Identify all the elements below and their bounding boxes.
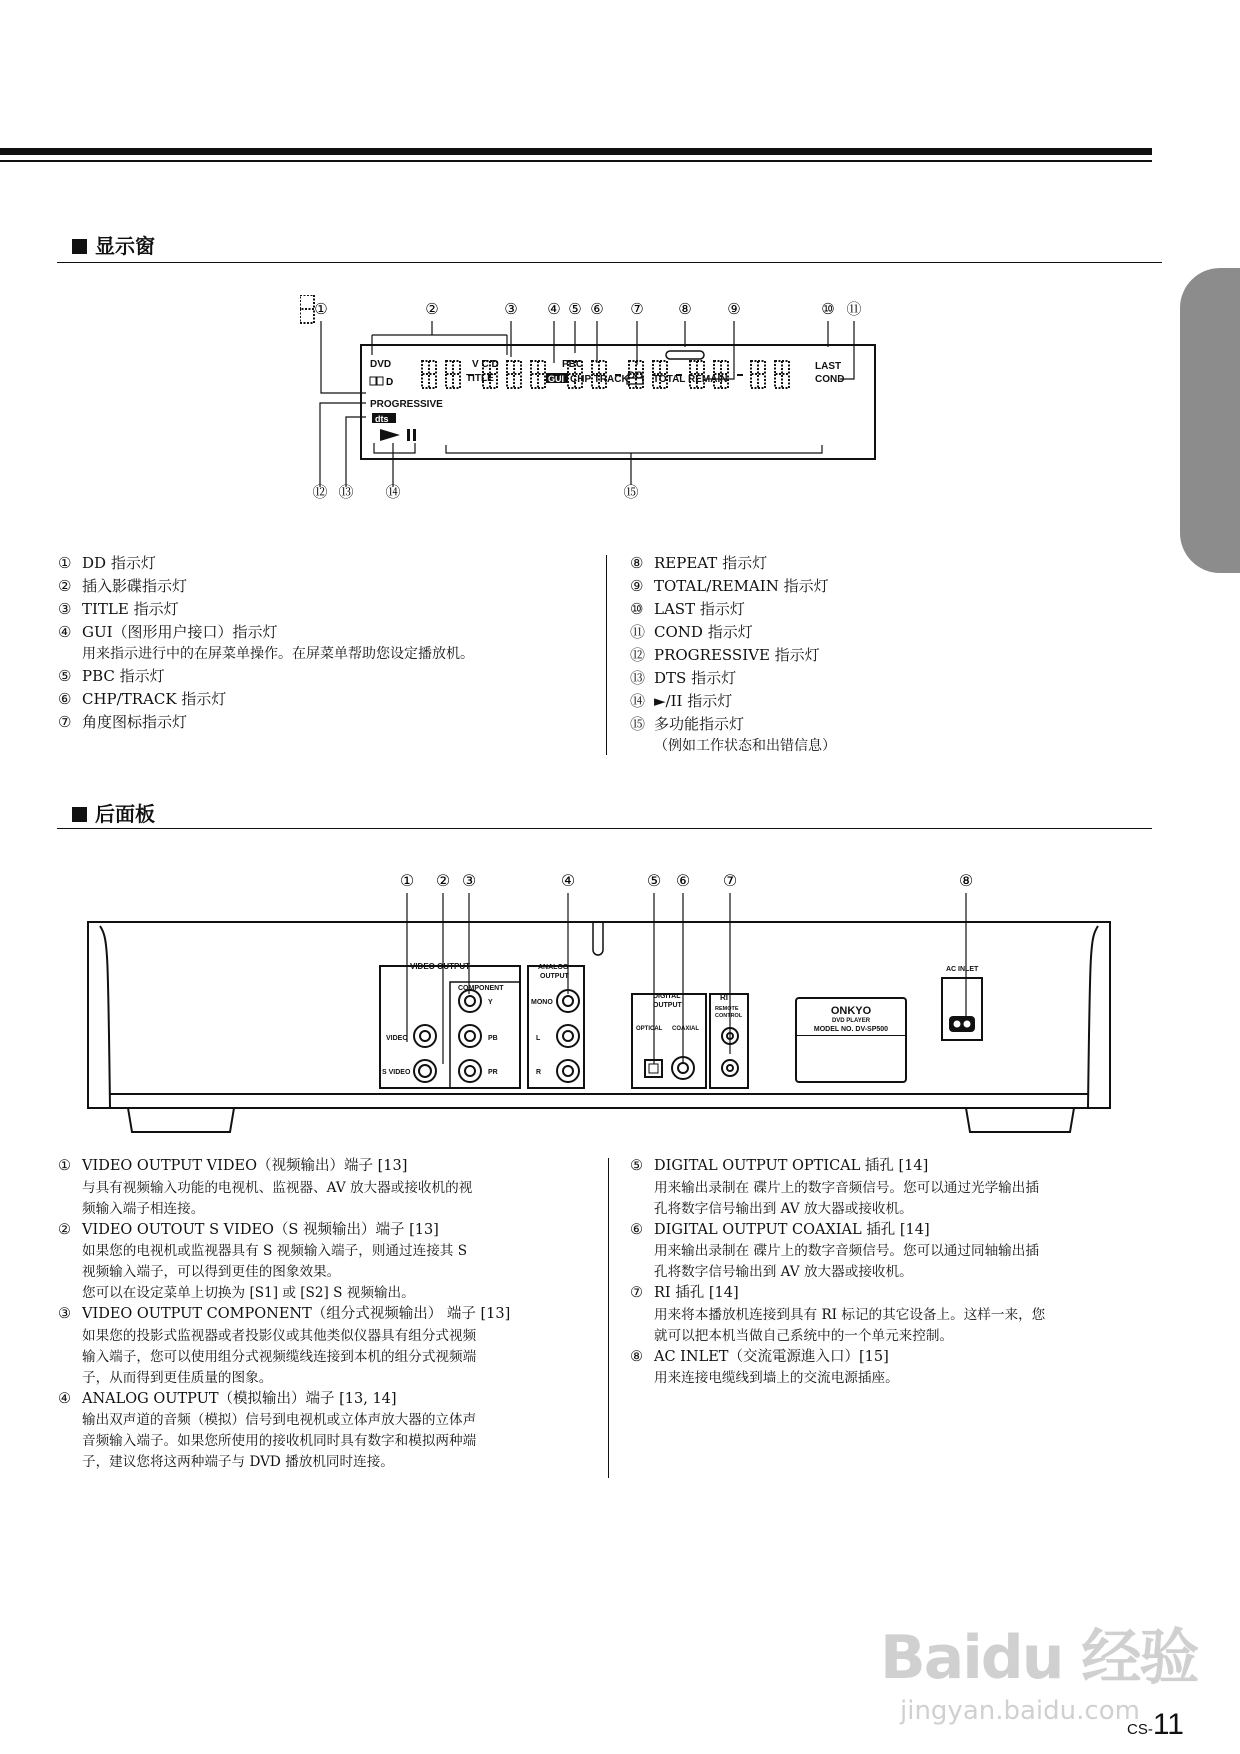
product-label: DVD PLAYER (831, 1018, 871, 1024)
callout-14: ⑭ (385, 483, 401, 501)
plate-inner-line (796, 1035, 906, 1036)
legend-text: VIDEO OUTPUT VIDEO（视频输出）端子 [13] (82, 1158, 408, 1174)
legend-description: （例如工作状态和出错信息） (654, 738, 836, 754)
legend-description: 如果您的电视机或监视器具有 S 视频输入端子，则通过连接其 S (82, 1243, 468, 1259)
legend-number: ④ (58, 623, 72, 641)
callout-15: ⑮ (623, 483, 639, 501)
legend-description: 输出双声道的音频（模拟）信号到电视机或立体声放大器的立体声 (82, 1412, 477, 1428)
callout-4: ④ (547, 300, 561, 318)
callout-13: ⑬ (338, 483, 354, 501)
remote-label: REMOTE (715, 1006, 739, 1012)
legend-text: DIGITAL OUTPUT COAXIAL 插孔 [14] (654, 1221, 930, 1238)
analog-label-2: OUTPUT (540, 973, 569, 980)
legend-item (58, 688, 474, 711)
legend-number: ⑧ (630, 554, 644, 572)
legend-text: TOTAL/REMAIN 指示灯 (654, 577, 829, 595)
legend-item (58, 552, 474, 575)
section-rule (57, 262, 1162, 263)
top-rule-thin (0, 160, 1152, 162)
callout-6: ⑥ (590, 300, 604, 318)
pb-label: PB (488, 1035, 498, 1042)
legend-number: ⑨ (630, 577, 644, 595)
multi-function-digits (300, 295, 314, 323)
mono-label: MONO (531, 999, 553, 1006)
callout-11: ⑪ (846, 300, 862, 318)
page-number: CS-11 (1127, 1708, 1184, 1741)
chassis (88, 922, 1110, 1108)
rear-legend-right (630, 1156, 1045, 1389)
gui-indicator: GUI (548, 374, 565, 384)
legend-number: ① (58, 1158, 71, 1174)
seven-segment-digit (775, 361, 789, 388)
chp-track-indicator: CHP TRACK (570, 374, 629, 385)
rear-callout-1: ① (399, 871, 415, 890)
legend-description: 用来连接电缆线到墙上的交流电源插座。 (654, 1370, 899, 1386)
legend-item (630, 1156, 1045, 1178)
y-jack (459, 990, 481, 1012)
side-tab (1180, 268, 1240, 573)
legend-description: 就可以把本机当做自己系统中的一个单元来控制。 (654, 1327, 954, 1344)
legend-number: ⑧ (630, 1348, 643, 1365)
legend-description: 孔将数字信号输出到 AV 放大器或接收机。 (654, 1264, 913, 1280)
pr-label: PR (488, 1069, 498, 1076)
legend-item (58, 1389, 510, 1411)
model-label: MODEL NO. DV-SP500 (813, 1026, 889, 1033)
component-label: COMPONENT (458, 985, 504, 992)
legend-number: ① (58, 554, 72, 572)
callout-8: ⑧ (678, 300, 692, 318)
pbc-indicator: PBC (562, 359, 584, 370)
legend-text: PBC 指示灯 (82, 667, 165, 685)
brand-logo: ONKYO (830, 1005, 872, 1017)
rear-callout-3: ③ (461, 871, 477, 890)
legend-number: ④ (58, 1390, 71, 1407)
legend-text: 角度图标指示灯 (82, 713, 188, 731)
pb-jack (459, 1025, 481, 1047)
rear-callout-5: ⑤ (646, 871, 662, 890)
legend-description: 用来将本播放机连接到具有 RI 标记的其它设备上。这样一来，您 (654, 1306, 1046, 1323)
legend-number: ② (58, 577, 72, 595)
seven-segment-digit (422, 361, 436, 388)
legend-description: 您可以在设定菜单上切换为 [S1] 或 [S2] S 视频输出。 (82, 1285, 415, 1301)
legend-text: VIDEO OUTOUT S VIDEO（S 视频输出）端子 [13] (82, 1221, 439, 1238)
rear-panel-diagram (80, 868, 1120, 1138)
title-indicator: TITLE (466, 373, 494, 384)
legend-number: ③ (58, 600, 72, 618)
legend-number: ⑥ (630, 1221, 643, 1238)
callout-12: ⑫ (312, 483, 328, 501)
legend-text: DD 指示灯 (82, 554, 156, 572)
legend-number: ② (58, 1221, 71, 1238)
legend-item (58, 575, 474, 598)
repeat-icon (666, 351, 704, 359)
legend-description: 用来输出录制在 碟片上的数字音频信号。您可以通过光学输出插 (654, 1179, 1039, 1196)
legend-item (58, 1304, 510, 1326)
legend-number: ⑭ (630, 692, 646, 710)
svg-text:D: D (386, 377, 394, 388)
rear-section-title: 后面板 (72, 798, 155, 827)
legend-description: 音频输入端子。如果您所使用的接收机同时具有数字和模拟两种端 (82, 1433, 477, 1449)
legend-item (58, 598, 474, 621)
legend-item (630, 1283, 1045, 1305)
display-window-diagram (300, 295, 880, 505)
legend-text: DIGITAL OUTPUT OPTICAL 插孔 [14] (654, 1158, 929, 1174)
legend-item (630, 598, 836, 621)
dolby-d-icon (370, 377, 393, 388)
rear-callout-2: ② (435, 871, 451, 890)
legend-text: DTS 指示灯 (654, 669, 737, 687)
ri-jack-2 (722, 1060, 738, 1076)
ri-label: RI (720, 993, 728, 1002)
ac-inlet-label: AC INLET (946, 966, 979, 973)
callout-9: ⑨ (727, 300, 741, 318)
total-remain-indicator: TOTAL REMAIN (653, 374, 728, 385)
callout-7: ⑦ (630, 300, 644, 318)
legend-item (630, 1347, 1045, 1369)
optical-label: OPTICAL (636, 1026, 663, 1032)
legend-description: 如果您的投影式监视器或者投影仪或其他类似仪器具有组分式视频 (82, 1327, 477, 1344)
display-legend-left (58, 552, 474, 734)
progressive-indicator: PROGRESSIVE (370, 399, 443, 410)
legend-description: 孔将数字信号输出到 AV 放大器或接收机。 (654, 1200, 913, 1217)
legend-text: GUI（图形用户接口）指示灯 (82, 623, 278, 641)
play-icon (380, 429, 400, 441)
control-label: CONTROL (715, 1013, 743, 1019)
video-jack (414, 1025, 436, 1047)
s-video-label: S VIDEO (382, 1069, 411, 1076)
legend-item (630, 1220, 1045, 1242)
legend-item (58, 711, 474, 734)
callout-3: ③ (504, 300, 518, 318)
coaxial-label: COAXIAL (672, 1026, 699, 1032)
legend-number: ⑦ (630, 1285, 643, 1301)
notch (593, 922, 603, 955)
last-indicator: LAST (815, 361, 842, 372)
foot-right (966, 1108, 1074, 1132)
rear-callout-4: ④ (560, 871, 576, 890)
legend-number: ⑦ (58, 713, 72, 731)
rear-callout-6: ⑥ (675, 871, 691, 890)
dvd-indicator: DVD (370, 359, 392, 370)
legend-item (630, 644, 836, 667)
r-label: R (536, 1069, 542, 1076)
rear-legend-left (58, 1156, 510, 1473)
legend-number: ⑫ (630, 646, 646, 664)
legend-text: ►/II 指示灯 (654, 692, 733, 710)
section-rule (57, 828, 1152, 829)
legend-item (630, 713, 836, 736)
legend-description: 子，建议您将这两种端子与 DVD 播放机同时连接。 (82, 1454, 394, 1470)
legend-item (58, 1156, 510, 1178)
legend-text: COND 指示灯 (654, 623, 753, 641)
seven-segment-digit (531, 361, 545, 388)
legend-number: ⑤ (630, 1158, 643, 1174)
video-output-label: VIDEO OUTPUT (410, 962, 471, 971)
seven-segment-digit (751, 361, 765, 388)
legend-text: TITLE 指示灯 (82, 600, 179, 618)
r-jack (557, 1060, 579, 1082)
legend-text: LAST 指示灯 (654, 600, 745, 618)
column-divider (606, 555, 607, 755)
legend-number: ⑩ (630, 600, 644, 618)
legend-text: VIDEO OUTPUT COMPONENT（组分式视频输出） 端子 [13] (82, 1306, 511, 1322)
legend-number: ③ (58, 1306, 71, 1322)
legend-text: 多功能指示灯 (654, 715, 745, 733)
top-rule (0, 148, 1152, 155)
seven-segment-digit (446, 361, 460, 388)
legend-item (58, 621, 474, 644)
y-label: Y (488, 999, 493, 1006)
legend-text: RI 插孔 [14] (654, 1285, 739, 1301)
legend-description: 用来输出录制在 碟片上的数字音频信号。您可以通过同轴输出插 (654, 1243, 1039, 1259)
digital-label-2: OUTPUT (653, 1002, 682, 1009)
display-section-title: 显示窗 (72, 230, 155, 259)
analog-label-1: ANALOG (538, 964, 569, 971)
ac-socket (949, 1016, 975, 1032)
legend-text: REPEAT 指示灯 (654, 554, 768, 572)
legend-description: 频输入端子相连接。 (82, 1200, 205, 1217)
legend-item (58, 665, 474, 688)
legend-item (630, 621, 836, 644)
legend-number: ⑤ (58, 667, 72, 685)
rear-callout-8: ⑧ (958, 871, 974, 890)
legend-description: 与具有视频输入功能的电视机、监视器、AV 放大器或接收机的视 (82, 1179, 473, 1196)
baidu-watermark: Baidu 经验 jingyan.baidu.com (880, 1623, 1198, 1726)
l-jack (557, 1025, 579, 1047)
foot-left (128, 1108, 234, 1132)
legend-text: CHP/TRACK 指示灯 (82, 690, 227, 708)
legend-item (58, 1220, 510, 1242)
legend-text: PROGRESSIVE 指示灯 (654, 646, 820, 664)
s-video-jack (414, 1060, 436, 1082)
legend-description: 视频输入端子，可以得到更佳的图象效果。 (82, 1264, 341, 1280)
display-legend-right (630, 552, 836, 757)
pause-icon-bar-2 (413, 429, 416, 441)
cond-indicator: COND (815, 374, 845, 385)
legend-item (630, 667, 836, 690)
legend-description: 输入端子，您可以使用组分式视频缆线连接到本机的组分式视频端 (82, 1348, 477, 1365)
callout-10: ⑩ (821, 300, 835, 318)
legend-text: ANALOG OUTPUT（模拟输出）端子 [13, 14] (82, 1390, 397, 1407)
callout-1: ① (314, 300, 328, 318)
legend-number: ⑥ (58, 690, 72, 708)
legend-number: ⑮ (630, 715, 646, 733)
column-divider (608, 1158, 609, 1478)
legend-description: 用来指示进行中的在屏菜单操作。在屏菜单帮助您设定播放机。 (82, 646, 474, 662)
video-label: VIDEO (386, 1035, 408, 1042)
seven-segment-digit (507, 361, 521, 388)
rear-callout-7: ⑦ (722, 871, 738, 890)
pr-jack (459, 1060, 481, 1082)
legend-item (630, 690, 836, 713)
callout-5: ⑤ (568, 300, 582, 318)
legend-number: ⑪ (630, 623, 646, 641)
legend-text: AC INLET（交流電源進入口）[15] (654, 1348, 889, 1365)
component-subgroup (450, 982, 520, 1088)
pause-icon-bar-1 (407, 429, 410, 441)
square-bullet-icon (72, 239, 87, 254)
digital-label-1: DIGITAL (653, 993, 681, 1000)
legend-item (630, 552, 836, 575)
legend-item (630, 575, 836, 598)
dts-indicator: dts (375, 414, 389, 424)
callout-2: ② (425, 300, 439, 318)
square-bullet-icon (72, 807, 87, 822)
l-label: L (536, 1035, 541, 1042)
legend-number: ⑬ (630, 669, 646, 687)
vcd-indicator: V C D (472, 359, 499, 370)
legend-text: 插入影碟指示灯 (82, 577, 188, 595)
legend-description: 子，从而得到更佳质量的图象。 (82, 1369, 273, 1386)
